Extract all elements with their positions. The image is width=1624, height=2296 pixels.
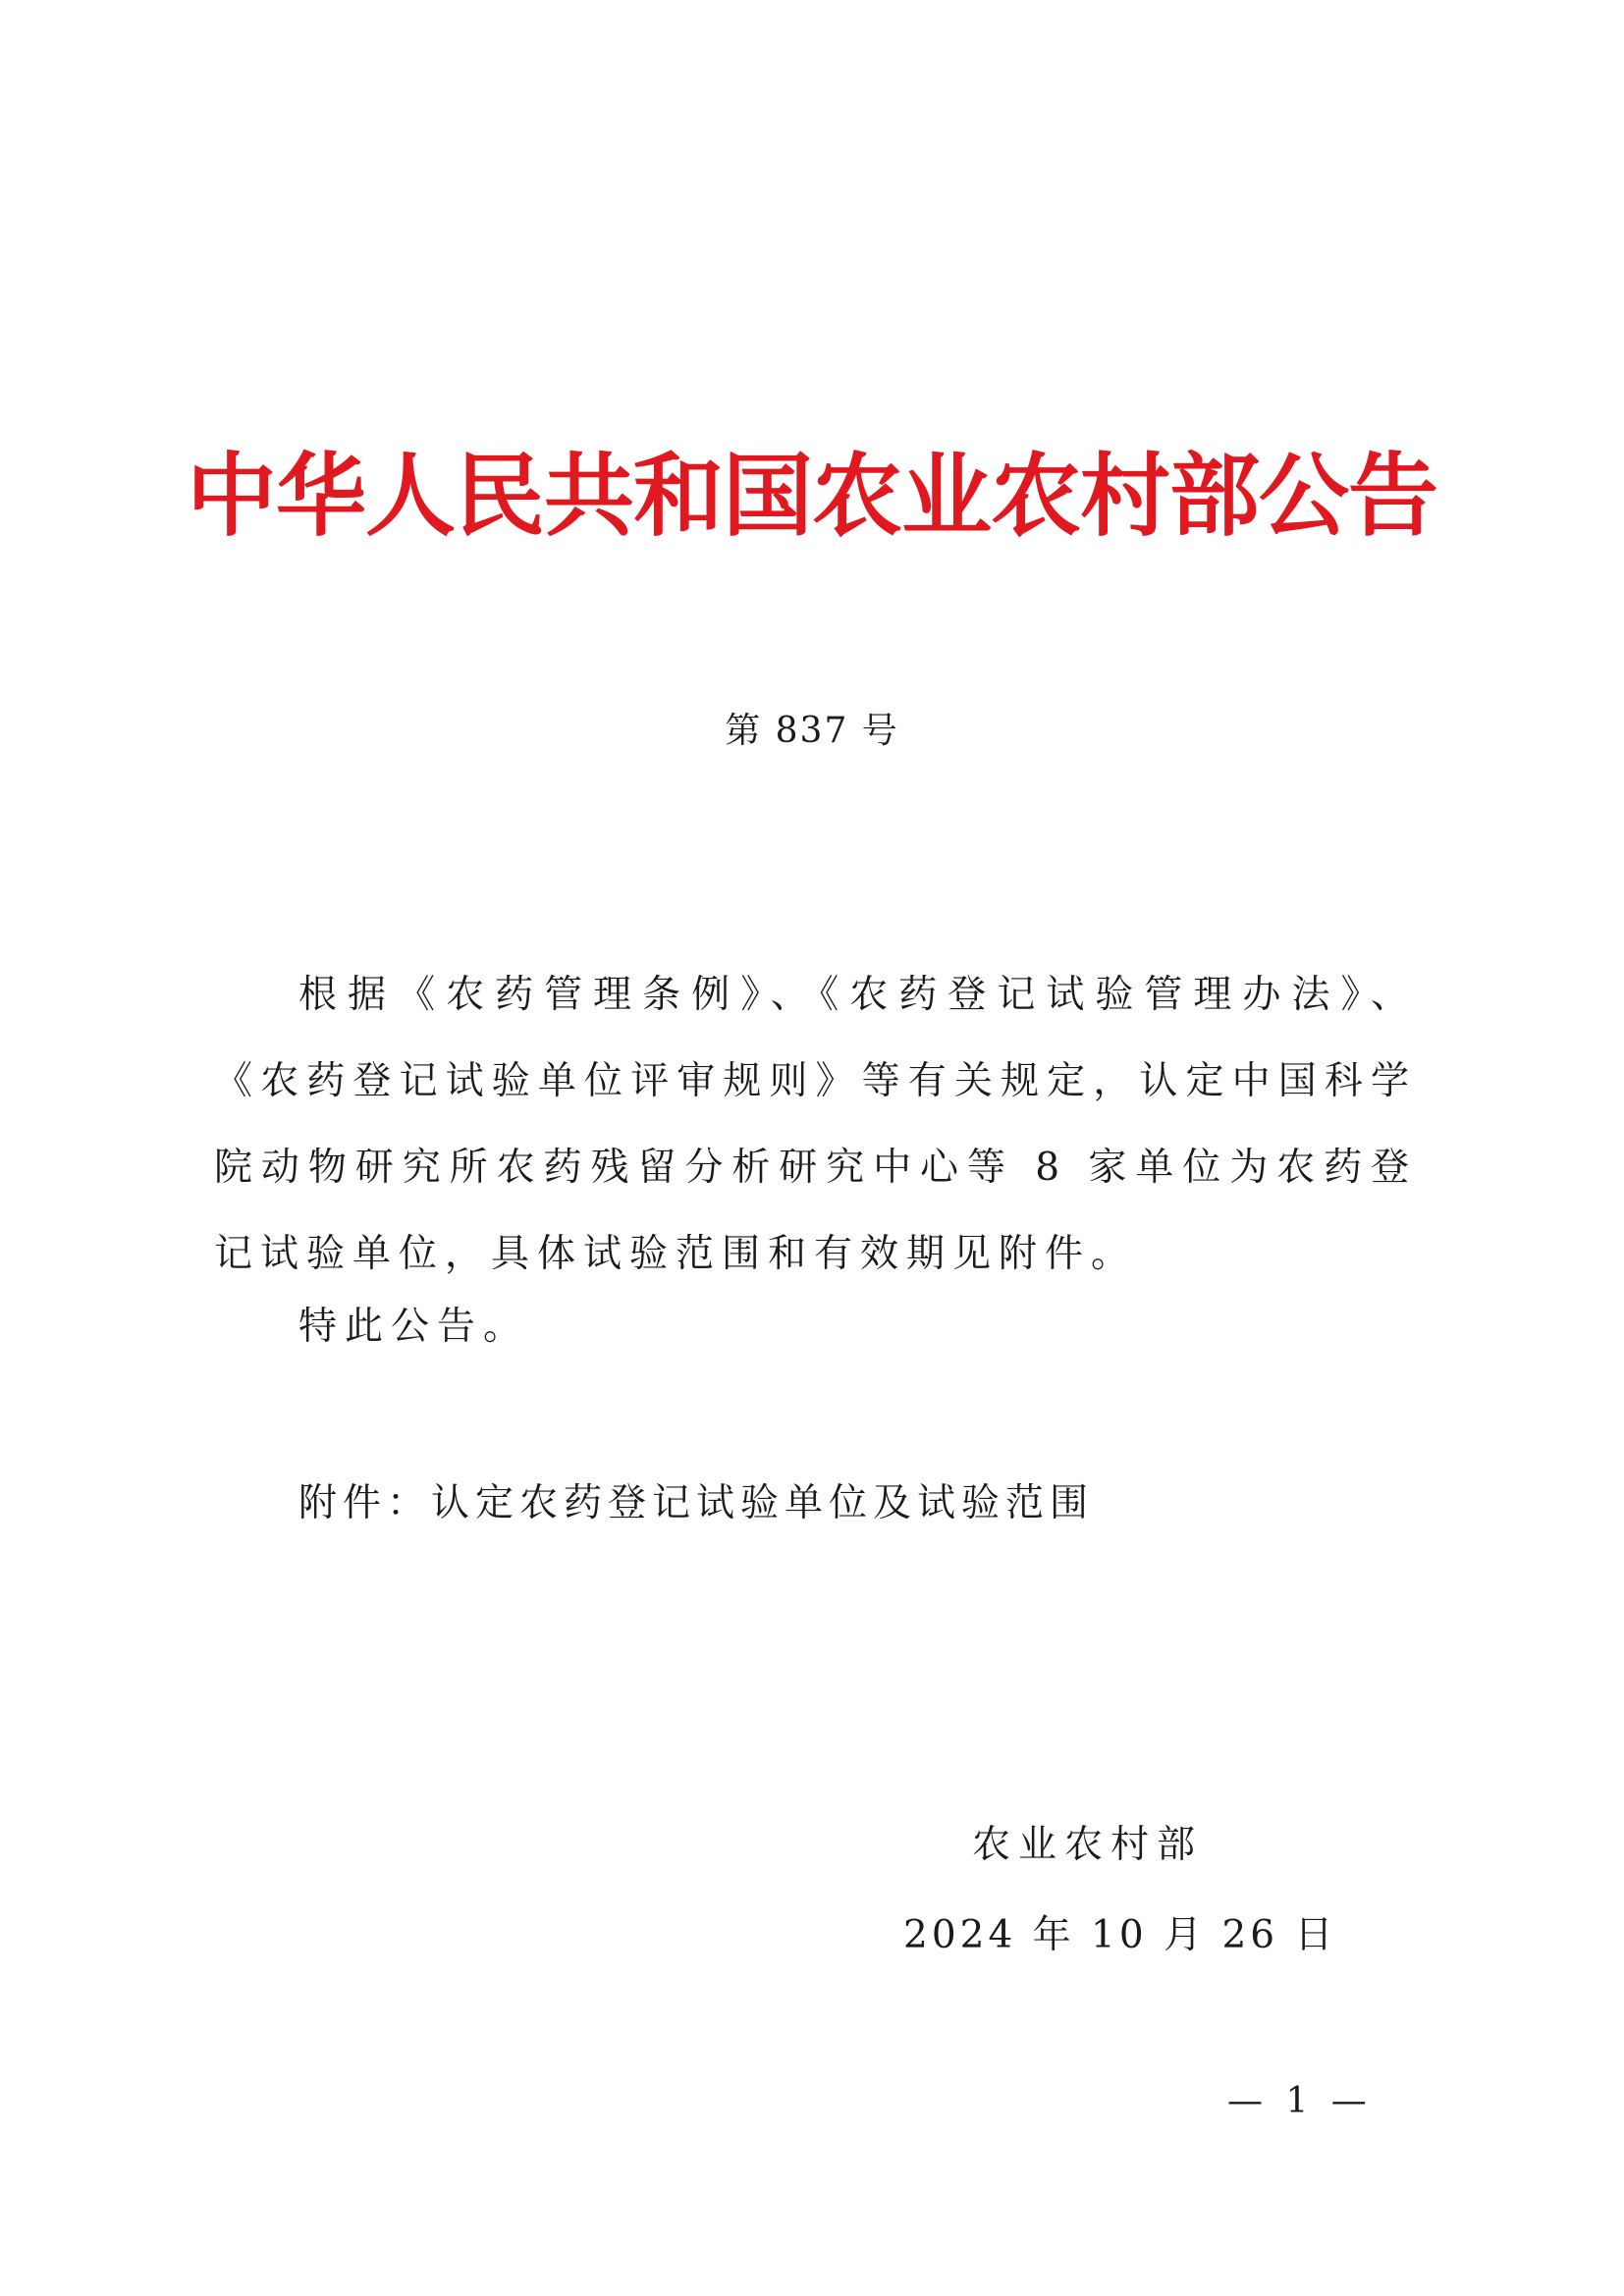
issuing-authority: 农业农村部 — [972, 1823, 1204, 1867]
announcement-closing: 特此公告。 — [298, 1305, 530, 1349]
announcement-number: 第 837 号 — [725, 711, 899, 751]
issue-date: 2024 年 10 月 26 日 — [903, 1913, 1337, 1957]
announcement-body: 根据《农药管理条例》、《农药登记试验管理办法》、《农药登记试验单位评审规则》等有关规定，认定中国科学院动物研究所农药残留分析研究中心等 8 家单位为农药登记试验单位，具体试验范围和有效期见附件。 — [214, 973, 1417, 1276]
attachment-note: 附件：认定农药登记试验单位及试验范围 — [298, 1481, 1095, 1525]
announcement-headline: 中华人民共和国农业农村部公告 — [186, 443, 1437, 549]
page-number: — 1 — — [1227, 2081, 1373, 2121]
